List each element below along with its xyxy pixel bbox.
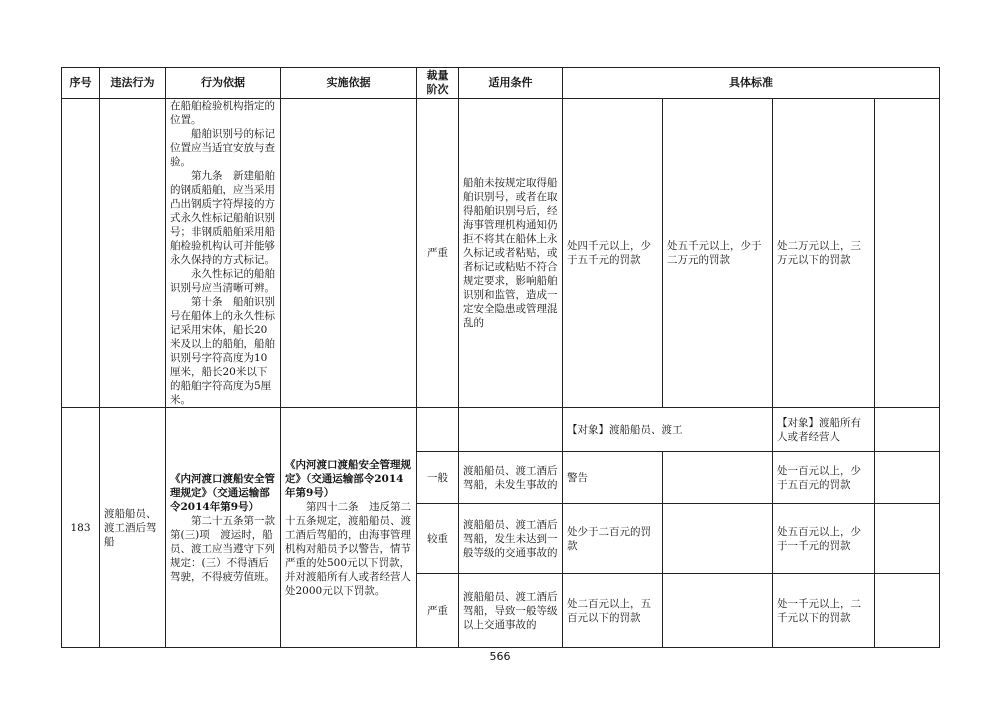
- standard-cell-1: 处四千元以上，少于五千元的罚款: [563, 99, 663, 408]
- implement-basis-cell: [281, 408, 417, 648]
- header-violation: 违法行为: [100, 68, 166, 99]
- standard-cell-3: 处二万元以上，三万元以下的罚款: [773, 99, 875, 408]
- condition-cell: 渡船船员、渡工酒后驾船，未发生事故的: [459, 452, 563, 504]
- table-row-previous: [62, 99, 940, 408]
- table-row-183-objects: [62, 408, 940, 452]
- cell-empty: [62, 99, 100, 408]
- cell-empty: [663, 452, 773, 504]
- seq-cell: 183: [62, 408, 100, 648]
- standard-cell-3: 处一百元以上，少于五百元的罚款: [773, 452, 875, 504]
- page-number: 566: [489, 650, 511, 663]
- header-level: 裁量 阶次: [417, 68, 459, 99]
- condition-cell: 船舶未按规定取得船舶识别号，或者在取得船舶识别号后，经海事管理机构通知仍拒不将其在船体上永久标记或者粘贴，或者标记或粘贴不符合规定要求，影响船舶识别和监管，造成一定安全隐患或管理混乱的: [459, 99, 563, 408]
- cell-empty: [100, 99, 166, 408]
- cell-empty: [875, 99, 940, 408]
- cell-empty: [459, 408, 563, 452]
- level-cell: 较重: [417, 504, 459, 574]
- cell-empty: [663, 574, 773, 648]
- standard-cell-2: 处五千元以上，少于二万元的罚款: [663, 99, 773, 408]
- impl-body: 第四十二条 违反第二十五条规定，渡船船员、渡工酒后驾船的，由海事管理机构对船员予以警告，情节严重的处500元以下罚款，并对渡船所有人或者经营人处2000元以下罚款。: [285, 500, 411, 597]
- cell-empty: [875, 408, 940, 452]
- object-cell-1: 【对象】渡船船员、渡工: [563, 408, 773, 452]
- cell-empty: [417, 408, 459, 452]
- standard-cell-3: 处一千元以上，二千元以下的罚款: [773, 574, 875, 648]
- cell-empty: [875, 504, 940, 574]
- header-standard: 具体标准: [563, 68, 940, 99]
- behavior-basis-cell: 在船舶检验机构指定的位置。 船舶识别号的标记位置应当适宜安放与查验。 第九条 新建船舶的钢质船舶，应当采用凸出钢质字符焊接的方式永久性标记船舶识别号；非钢质船舶采用船舶检验机构认可并能够永久保持的方式标记。 永久性标记的船舶识别号应当清晰可辨。 第十条 船舶识别号在船体上的永久性标记采用宋体，船长20米及以上的船舶，船舶识别号字符高度为10厘米，船长20米以下的船舶字符高度为5厘米。: [166, 99, 281, 408]
- basis-body: 第二十五条第一款第(三)项 渡运时，船员、渡工应当遵守下列规定：(三）不得酒后驾驶，不得疲劳值班。: [170, 514, 275, 583]
- cell-empty: [875, 574, 940, 648]
- condition-cell: 渡船船员、渡工酒后驾船，发生未达到一般等级的交通事故的: [459, 504, 563, 574]
- level-cell: 一般: [417, 452, 459, 504]
- header-row: [62, 68, 940, 99]
- level-cell: 严重: [417, 99, 459, 408]
- standard-cell-1: 警告: [563, 452, 663, 504]
- standard-cell-3: 处五百元以上，少于一千元的罚款: [773, 504, 875, 574]
- standard-cell-1: 处二百元以上，五百元以下的罚款: [563, 574, 663, 648]
- standard-cell-1: 处少于二百元的罚款: [563, 504, 663, 574]
- behavior-basis-cell: [166, 408, 281, 648]
- violation-cell: 渡船船员、渡工酒后驾船: [100, 408, 166, 648]
- header-behavior-basis: 行为依据: [166, 68, 281, 99]
- level-cell: 严重: [417, 574, 459, 648]
- header-seq: 序号: [62, 68, 100, 99]
- basis-title: 《内河渡口渡船安全管理规定》（交通运输部令2014年第9号）: [170, 472, 275, 513]
- condition-cell: 渡船船员、渡工酒后驾船，导致一般等级以上交通事故的: [459, 574, 563, 648]
- header-implement-basis: 实施依据: [281, 68, 417, 99]
- cell-empty: [281, 99, 417, 408]
- regulation-table: [61, 67, 940, 648]
- cell-empty: [875, 452, 940, 504]
- header-condition: 适用条件: [459, 68, 563, 99]
- object-cell-2: 【对象】渡船所有人或者经营人: [773, 408, 875, 452]
- cell-empty: [663, 504, 773, 574]
- impl-title: 《内河渡口渡船安全管理规定》（交通运输部令2014年第9号）: [285, 458, 411, 499]
